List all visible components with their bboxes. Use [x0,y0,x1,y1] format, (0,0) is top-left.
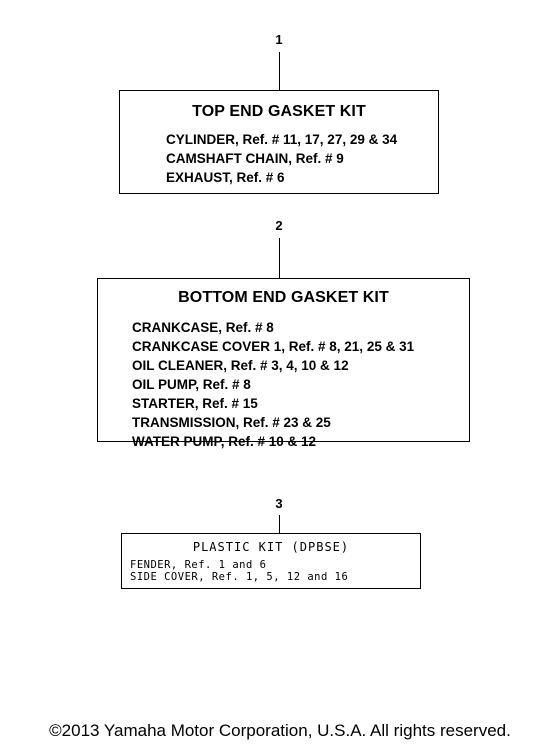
kit-item-list [120,130,438,187]
leader-line-3 [279,515,280,533]
kit-item: OIL PUMP, Ref. # 8 [132,377,251,392]
kit-item: TRANSMISSION, Ref. # 23 & 25 [132,415,331,430]
top-end-gasket-kit-box [119,90,439,194]
kit-item: CRANKCASE, Ref. # 8 [132,320,274,335]
callout-number-3: 3 [275,496,283,511]
leader-line-2 [279,238,280,278]
kit-item: STARTER, Ref. # 15 [132,396,258,411]
kit-title: PLASTIC KIT (DPBSE) [192,540,350,554]
kit-item: WATER PUMP, Ref. # 10 & 12 [132,434,317,449]
copyright-notice: ©2013 Yamaha Motor Corporation, U.S.A. All rights reserved. [49,721,511,740]
kit-item-list [98,318,469,451]
kit-item: CAMSHAFT CHAIN, Ref. # 9 [166,151,344,166]
callout-number-1: 1 [275,32,283,47]
bottom-end-gasket-kit-box [97,278,470,449]
kit-item: SIDE COVER, Ref. 1, 5, 12 and 16 [130,571,349,583]
kit-item: OIL CLEANER, Ref. # 3, 4, 10 & 12 [132,358,349,373]
leader-line-1 [279,52,280,90]
kit-item: EXHAUST, Ref. # 6 [166,170,285,185]
plastic-kit-box [121,533,421,589]
kit-title: BOTTOM END GASKET KIT [178,289,389,306]
kit-title: TOP END GASKET KIT [192,103,366,120]
kit-item: CYLINDER, Ref. # 11, 17, 27, 29 & 34 [166,132,398,147]
kit-item-list [122,559,420,583]
kit-item: CRANKCASE COVER 1, Ref. # 8, 21, 25 & 31 [132,339,415,354]
kit-item: FENDER, Ref. 1 and 6 [130,559,267,571]
callout-number-2: 2 [275,218,283,233]
